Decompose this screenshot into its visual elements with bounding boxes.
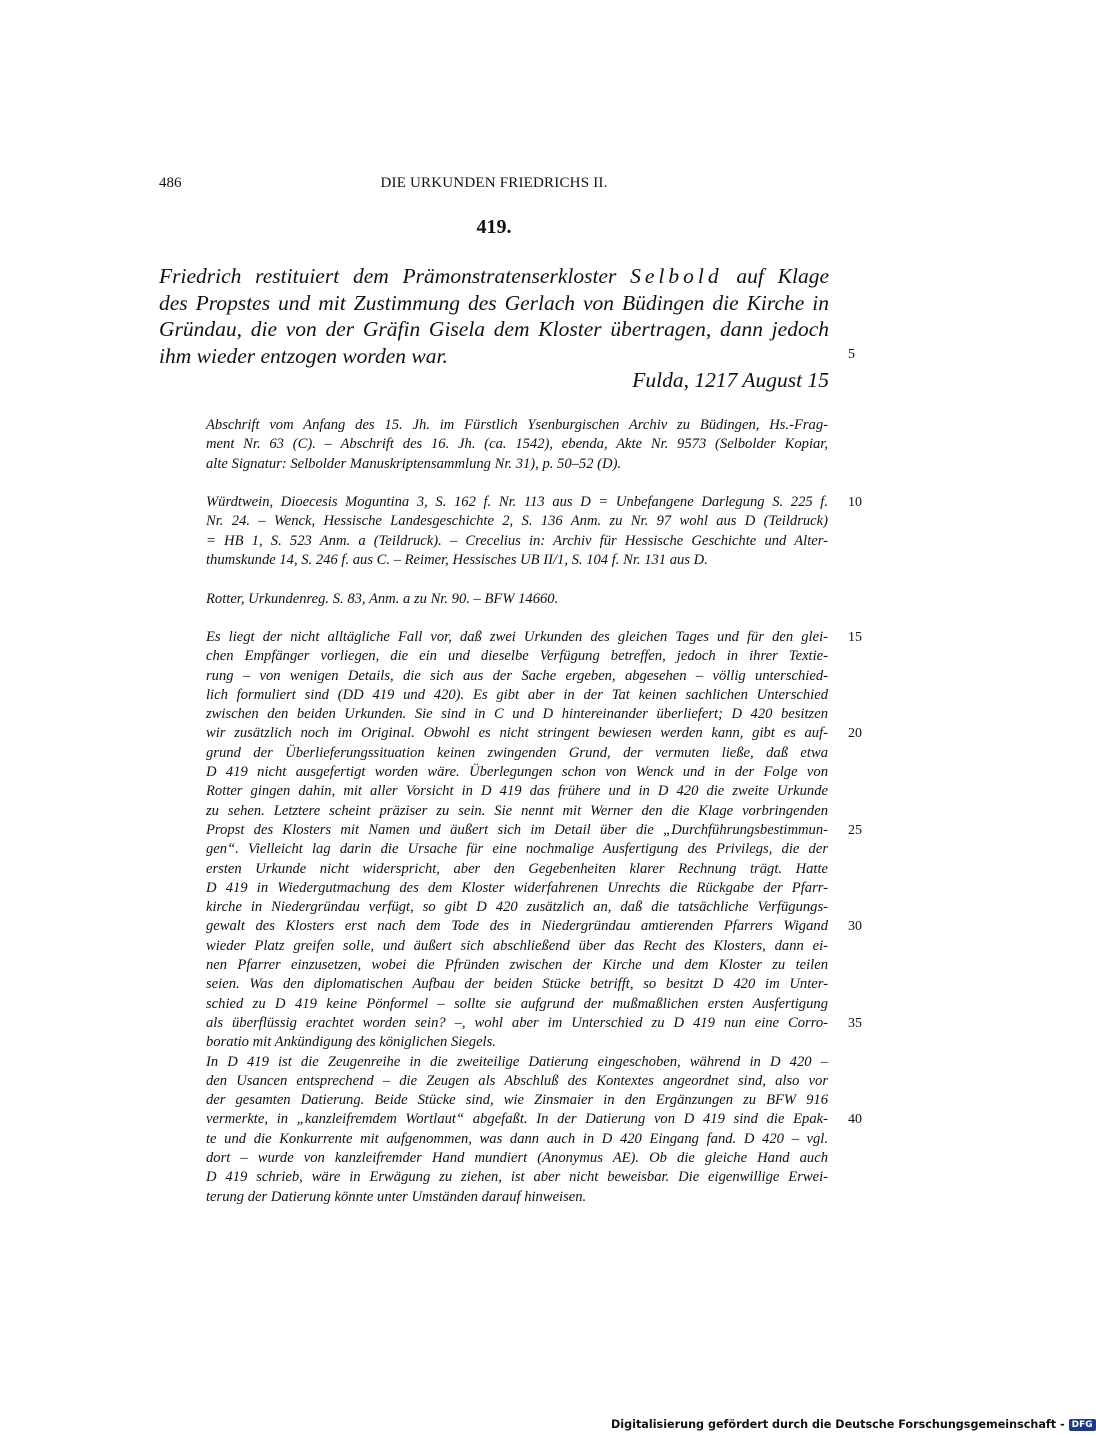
text-line: gewalt des Klosters erst nach dem Tode des in Niedergründau amtierenden Pfarrers Wigand [206, 918, 828, 935]
text-line: chen Empfänger vorliegen, die ein und dieselbe Verfügung betreffen, jedoch in ihrer Textie- [206, 648, 828, 665]
margin-line-number: 30 [848, 919, 862, 934]
text-line: kirche in Niedergründau verfügt, so gibt D 420 zusätzlich an, daß die tatsächliche Verfügungs- [206, 899, 828, 916]
regest-line: Gründau, die von der Gräfin Gisela dem Kloster übertragen, dann jedoch [159, 317, 829, 341]
text-line: nen Pfarrer einzusetzen, wobei die Pfründen zwischen der Kirche und dem Kloster zu teilen [206, 957, 828, 974]
text-line: thumskunde 14, S. 246 f. aus C. – Reimer, Hessisches UB II/1, S. 104 f. Nr. 131 aus D. [206, 551, 708, 568]
commentary-paragraph [206, 628, 828, 1207]
text-line: D 419 in Wiedergutmachung des dem Kloster widerfahrenen Unrechts die Rückgabe der Pfarr- [206, 879, 828, 896]
text-line: als überflüssig erachtet worden sein? –, wohl aber im Unterschied zu D 419 nun eine Corro- [206, 1014, 828, 1031]
text-line: rung – von wenigen Details, die sich aus der Sache ergeben, abgesehen – völlig unterschied- [206, 667, 828, 684]
running-title: DIE URKUNDEN FRIEDRICHS II. [380, 175, 608, 191]
text-line: wieder Platz greifen solle, und äußert sich abschließend über das Recht des Klosters, dann ei- [206, 937, 828, 954]
text-line: grund der Überlieferungssituation keinen zwingenden Grund, der vermuten ließe, daß etwa [206, 744, 828, 761]
text-line: seien. Was den diplomatischen Aufbau der beiden Stücke betrifft, so besitzt D 420 im Unter- [206, 976, 828, 993]
text-line: = HB 1, S. 523 Anm. a (Teildruck). – Crecelius in: Archiv für Hessische Geschichte und Alter- [206, 532, 828, 549]
tradition-paragraph [206, 416, 828, 474]
text-line: schied zu D 419 keine Pönformel – sollte sie aufgrund der mußmaßlichen ersten Ausfertigung [206, 995, 828, 1012]
text-line: Es liegt der nicht alltägliche Fall vor, daß zwei Urkunden des gleichen Tages und für den glei- [206, 629, 828, 645]
margin-line-number: 10 [848, 495, 862, 510]
margin-line-number: 40 [848, 1112, 862, 1127]
text-line: Abschrift vom Anfang des 15. Jh. im Fürstlich Ysenburgischen Archiv zu Büdingen, Hs.-Frag- [206, 417, 828, 433]
text-line: In D 419 ist die Zeugenreihe in die zweiteilige Datierung eingeschoben, während in D 420 – [206, 1053, 828, 1070]
editions-paragraph [206, 493, 828, 570]
regest-line: ihm wieder entzogen worden war. [159, 343, 448, 368]
text-line: terung der Datierung könnte unter Umständen darauf hinweisen. [206, 1188, 587, 1205]
place-name: Selbold [630, 264, 723, 288]
text-line: den Usancen entsprechend – die Zeugen als Abschluß des Kontextes angeordnet sind, also vor [206, 1072, 828, 1089]
text-line: te und die Konkurrente mit aufgenommen, was dann auch in D 420 Eingang fand. D 420 – vgl. [206, 1130, 828, 1147]
text-line: der gesamten Datierung. Beide Stücke sind, wie Zinsmaier in den Ergänzungen zu BFW 916 [206, 1092, 828, 1109]
text-line: zu sehen. Letztere scheint präziser zu sein. Sie nennt mit Werner den die Klage vorbringenden [206, 802, 828, 819]
margin-line-number: 20 [848, 726, 862, 741]
text-line: D 419 nicht ausgefertigt worden wäre. Überlegungen schon von Wenck und in der Folge von [206, 764, 828, 781]
text-line: alte Signatur: Selbolder Manuskriptensammlung Nr. 31), p. 50–52 (D). [206, 455, 622, 472]
text-line: ment Nr. 63 (C). – Abschrift des 16. Jh. (ca. 1542), ebenda, Akte Nr. 9573 (Selbolder Kopiar, [206, 436, 828, 453]
text-line: ersten Urkunde nicht widerspricht, aber den Gegebenheiten klarer Rechnung trägt. Hatte [206, 860, 828, 877]
text-line: D 419 schrieb, wäre in Erwägung zu ziehen, ist aber nicht beweisbar. Die eigenwillige Erwei- [206, 1169, 828, 1186]
text-line: vermerkte, in „kanzleifremdem Wortlaut“ abgefaßt. In der Datierung von D 419 sind die Epak- [206, 1111, 828, 1128]
text-line: Rotter gingen dahin, mit aller Vorsicht in D 419 das frühere und in D 420 die zweite Urkunde [206, 783, 828, 800]
regest [159, 263, 829, 369]
text-line: Propst des Klosters mit Namen und äußert sich im Detail über die „Durchführungsbestimmun- [206, 821, 828, 838]
regest-line: Friedrich restituiert dem Prämonstratenserkloster Selbold auf Klage [159, 264, 830, 288]
funding-footer [611, 1418, 1096, 1431]
text-line: boratio mit Ankündigung des königlichen Siegels. [206, 1034, 496, 1051]
document-number: 419. [476, 216, 512, 238]
text-line: zwischen den beiden Urkunden. Sie sind in C und D hintereinander überliefert; D 420 besitzen [206, 706, 828, 723]
page-number: 486 [159, 175, 182, 191]
margin-line-number: 15 [848, 630, 862, 645]
dfg-logo: DFG [1069, 1419, 1096, 1431]
text-line: wir zusätzlich noch im Original. Obwohl es nicht stringent bewiesen werden kann, gibt es auf- [206, 725, 828, 742]
footer-text: Digitalisierung gefördert durch die Deutsche Forschungsgemeinschaft - [611, 1418, 1065, 1431]
text-line: gen“. Vielleicht lag darin die Ursache für eine nochmalige Ausfertigung des Privilegs, die der [206, 841, 828, 858]
margin-line-number: 25 [848, 823, 862, 838]
regest-line: des Propstes und mit Zustimmung des Gerlach von Büdingen die Kirche in [159, 290, 829, 315]
margin-line-number: 5 [848, 347, 855, 362]
text-line: dort – wurde von kanzleifremder Hand mundiert (Anonymus AE). Ob die gleiche Hand auch [206, 1150, 828, 1167]
margin-line-number: 35 [848, 1016, 862, 1031]
regesta-paragraph [206, 590, 828, 609]
text-line: Rotter, Urkundenreg. S. 83, Anm. a zu Nr. 90. – BFW 14660. [206, 591, 559, 607]
dateline: Fulda, 1217 August 15 [632, 368, 829, 392]
text-line: lich formuliert sind (DD 419 und 420). Es gibt aber in der Tat keinen sachlichen Unterschied [206, 686, 828, 703]
text-line: Nr. 24. – Wenck, Hessische Landesgeschichte 2, S. 136 Anm. zu Nr. 97 wohl aus D (Teildruck) [206, 513, 828, 530]
text-line: Würdtwein, Dioecesis Moguntina 3, S. 162 f. Nr. 113 aus D = Unbefangene Darlegung S. 225 f. [206, 494, 828, 510]
